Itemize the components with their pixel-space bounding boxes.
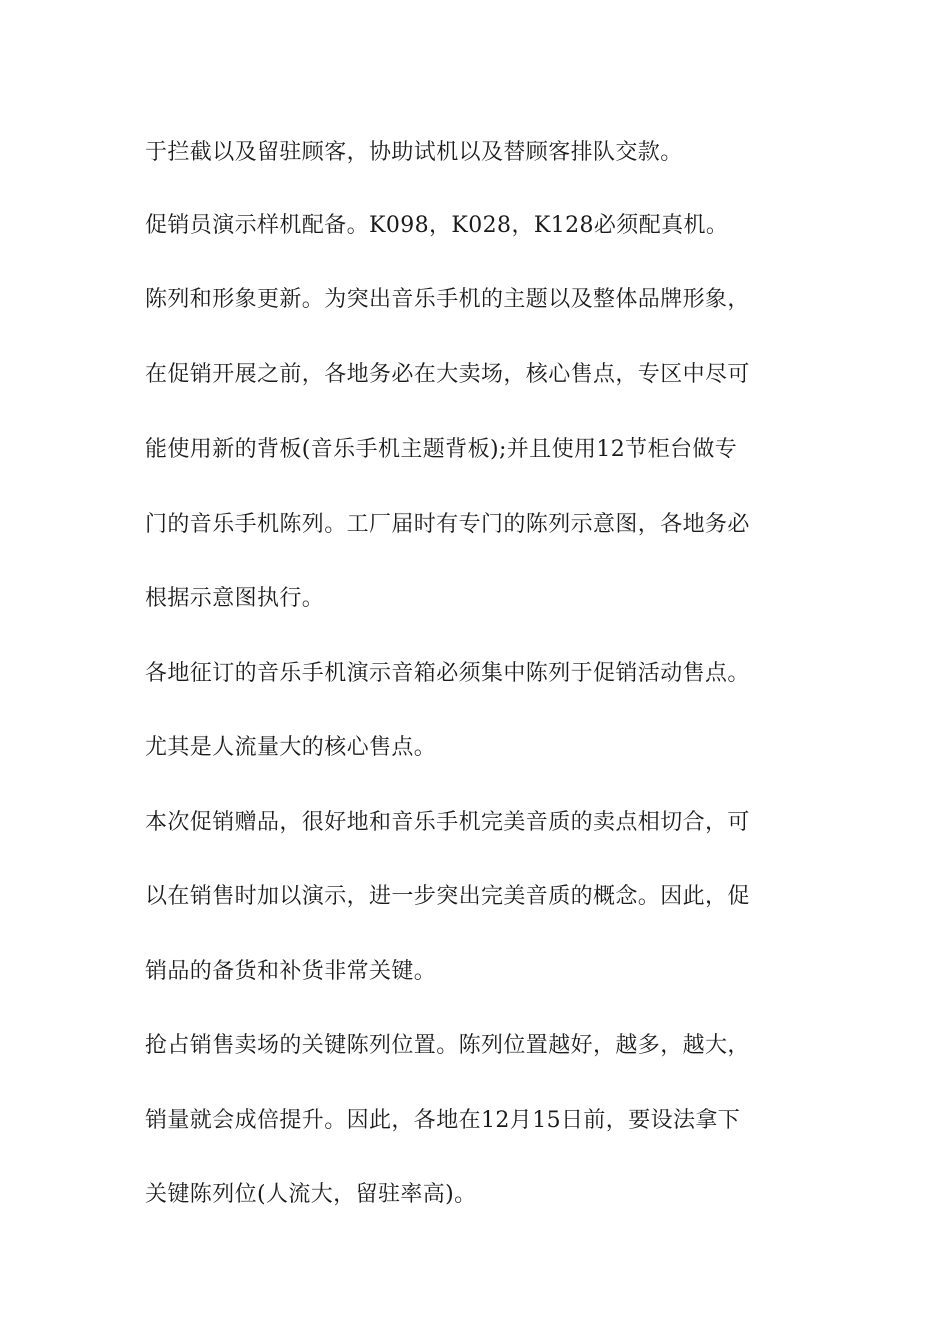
text-line: 于拦截以及留驻顾客，协助试机以及替顾客排队交款。 [145, 140, 683, 165]
text-line: 能使用新的背板(音乐手机主题背板);并且使用12节柜台做专 [145, 437, 738, 462]
text-line: 根据示意图执行。 [145, 586, 325, 611]
text-line: 关键陈列位(人流大，留驻率高)。 [145, 1182, 477, 1207]
text-line: 各地征订的音乐手机演示音箱必须集中陈列于促销活动售点。 [145, 661, 750, 686]
text-line: 在促销开展之前，各地务必在大卖场，核心售点，专区中尽可 [145, 362, 750, 387]
text-line: 促销员演示样机配备。K098，K028，K128必须配真机。 [145, 213, 729, 238]
text-line: 销量就会成倍提升。因此，各地在12月15日前，要设法拿下 [145, 1108, 741, 1133]
text-line: 本次促销赠品，很好地和音乐手机完美音质的卖点相切合，可 [145, 810, 750, 835]
text-line: 销品的备货和补货非常关键。 [145, 959, 437, 984]
text-line: 陈列和形象更新。为突出音乐手机的主题以及整体品牌形象， [145, 287, 750, 312]
text-line: 尤其是人流量大的核心售点。 [145, 735, 437, 760]
text-line: 抢占销售卖场的关键陈列位置。陈列位置越好，越多，越大， [145, 1033, 750, 1058]
text-line: 以在销售时加以演示，进一步突出完美音质的概念。因此，促 [145, 884, 750, 909]
text-line: 门的音乐手机陈列。工厂届时有专门的陈列示意图，各地务必 [145, 512, 750, 537]
